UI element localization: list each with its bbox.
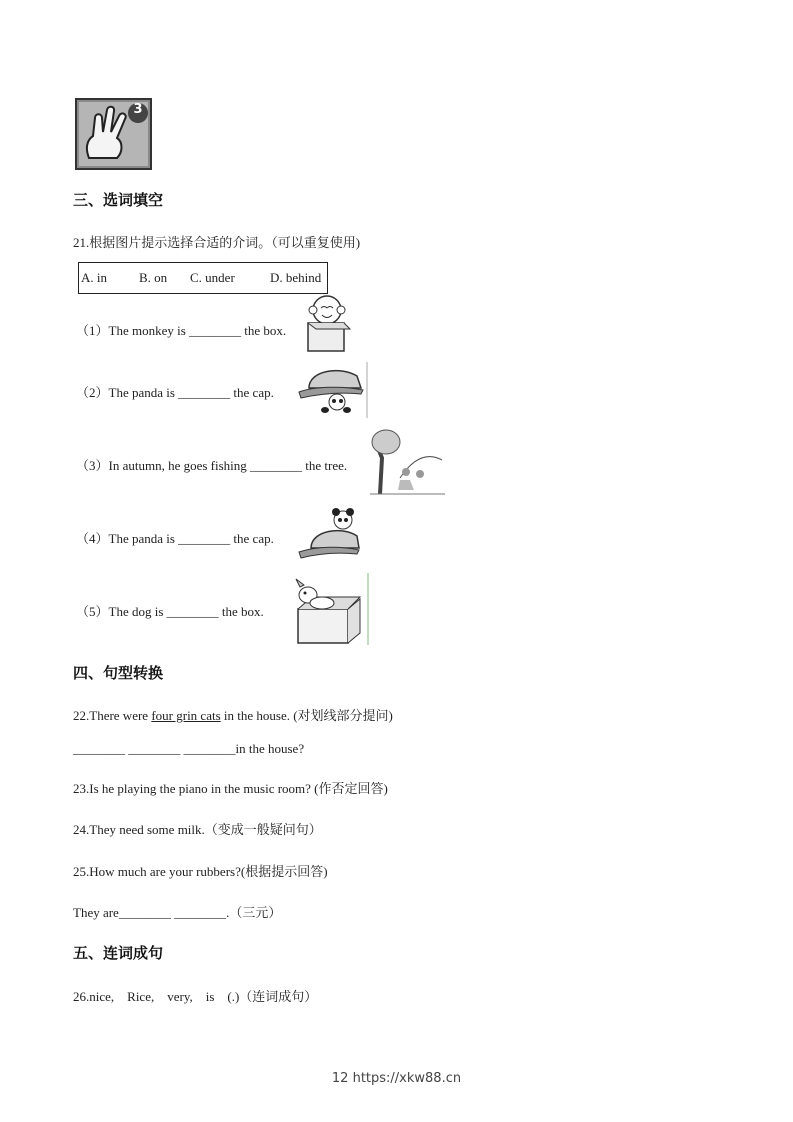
q21-item-5: （5）The dog is ________ the box. [76, 604, 264, 619]
section-badge-image [75, 98, 152, 170]
q22-after: in the house. (对划线部分提问) [220, 708, 393, 723]
option-d: D. behind [270, 270, 322, 285]
section-title-4: 四、句型转换 [73, 664, 164, 682]
option-c: C. under [190, 270, 235, 285]
q25-question: 25.How much are your rubbers?(根据提示回答) [73, 864, 328, 879]
q24-question: 24.They need some milk.（变成一般疑问句） [73, 822, 322, 837]
section-title-5: 五、连词成句 [73, 944, 164, 962]
q22-underlined: four grin cats [151, 708, 221, 723]
dog-in-box-image [292, 573, 370, 650]
fishing-under-tree-image [370, 428, 445, 501]
q21-item-2: （2）The panda is ________ the cap. [76, 385, 274, 400]
q22-before: 22.There were [73, 708, 152, 723]
section-title-3: 三、选词填空 [73, 191, 164, 209]
q21-item-3: （3）In autumn, he goes fishing ________ the tree. [76, 458, 348, 473]
q22-question [73, 705, 393, 724]
monkey-in-box-image [302, 293, 352, 360]
panda-under-cap-image [295, 360, 369, 425]
q21-options-box [78, 262, 328, 294]
q21-stem: 21.根据图片提示选择合适的介词。（可以重复使用) [73, 235, 361, 250]
q22-answer-line: ________ ________ ________in the house? [73, 741, 305, 756]
option-a: A. in [81, 270, 107, 285]
q26-question: 26.nice, Rice, very, is (.)（连词成句） [73, 989, 318, 1004]
panda-on-cap-image [297, 506, 361, 571]
badge-number: 3 [133, 102, 143, 117]
option-b: B. on [139, 270, 168, 285]
q21-item-1: （1）The monkey is ________ the box. [76, 323, 287, 338]
q23-question: 23.Is he playing the piano in the music room? (作否定回答) [73, 781, 388, 796]
q25-answer-line: They are________ ________.（三元） [73, 905, 282, 920]
q21-item-4: （4）The panda is ________ the cap. [76, 531, 274, 546]
page-footer: 12 https://xkw88.cn [331, 1071, 462, 1086]
